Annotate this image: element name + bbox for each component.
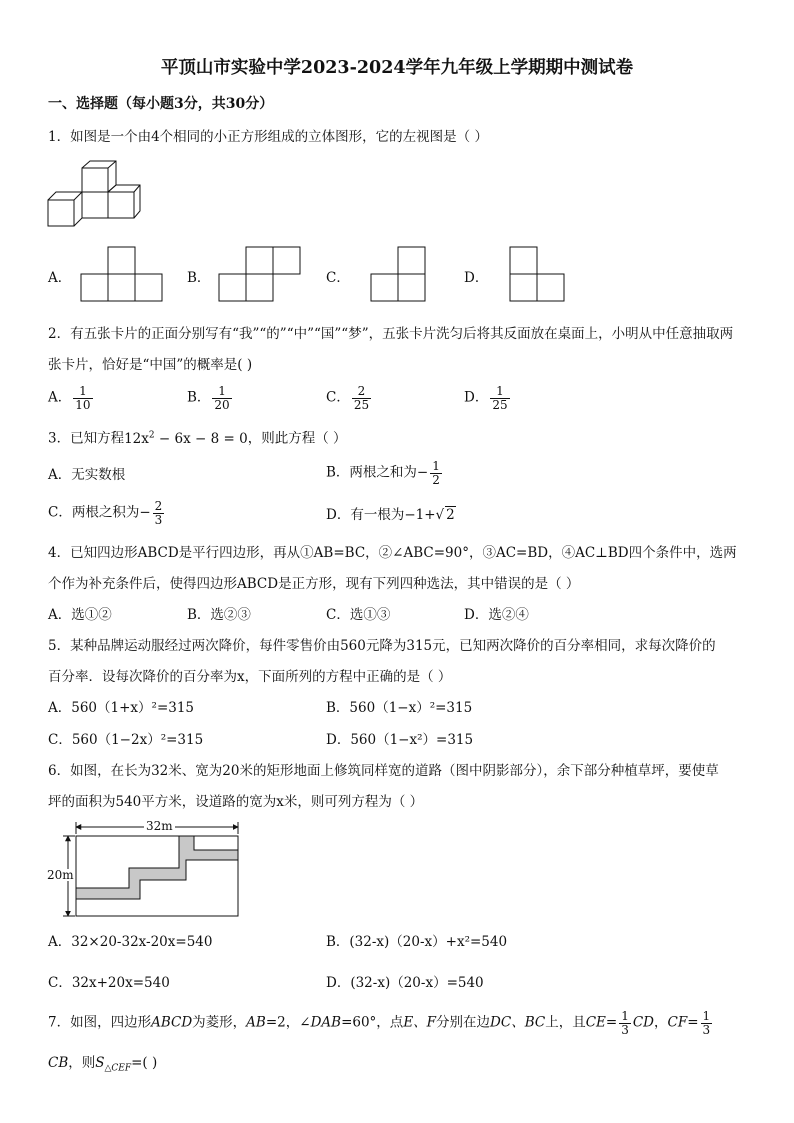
q2-stem-line1: 2．有五张卡片的正面分别写有“我”“的”“中”“国”“梦”，五张卡片洗匀后将其反面放在桌面上，小明从中任意抽取两 [48, 326, 734, 342]
q1-option-b-label: B． [187, 270, 211, 286]
q4-option-d: D．选②④ [464, 607, 529, 623]
q1-option-a-label: A． [48, 270, 72, 286]
page-title: 平顶山市实验中学2023-2024学年九年级上学期期中测试卷 [160, 58, 634, 78]
q2-stem-line2: 张卡片，恰好是“中国”的概率是( ) [48, 357, 253, 373]
q6-stem-line2: 坪的面积为540平方米，设道路的宽为x米，则可列方程为（ ） [48, 794, 424, 810]
q6-option-c: C．32x+20x=540 [48, 975, 170, 991]
q5-option-a: A．560（1+x）²=315 [48, 700, 195, 716]
q3-option-d: D．有一根为−1+√ 2 [326, 507, 455, 523]
q5-stem-line2: 百分率．设每次降价的百分率为x，下面所列的方程中正确的是（ ） [48, 669, 452, 685]
q2-option-d: D． $\frac{1}{25}$ [464, 384, 508, 412]
q2-option-a: A． $\frac{1}{10}$ [48, 384, 91, 412]
q5-option-b: B．560（1−x）²=315 [326, 700, 473, 716]
q3-equation: $12x^2 - 6x - 8 = 0$ [124, 430, 248, 447]
q1-option-c-figure [370, 246, 428, 302]
q4-option-c: C．选①③ [326, 607, 391, 623]
q5-option-c: C．560（1−2x）²=315 [48, 732, 204, 748]
q1-option-c-label: C． [326, 270, 350, 286]
q7-stem-line2: CB，则$S_{\triangle CEF}=$( ) [48, 1055, 158, 1074]
q1-option-b-figure [218, 246, 302, 302]
q3-option-b: B．两根之和为− $\frac{1}{2}$ [326, 459, 440, 487]
q1-option-d-figure [509, 246, 567, 302]
q6-option-d: D．(32-x)（20-x）=540 [326, 975, 484, 991]
q4-option-a: A．选①② [48, 607, 112, 623]
q1-option-d-label: D． [464, 270, 489, 286]
q6-road-diagram [46, 818, 246, 920]
q3-option-c: C．两根之积为− $\frac{2}{3}$ [48, 499, 163, 527]
q4-stem-line1: 4．已知四边形ABCD是平行四边形，再从①AB=BC，②∠ABC=90°，③AC=BD，④AC⊥BD四个条件中，选两 [48, 545, 737, 561]
q6-width-label: 20m [47, 868, 74, 882]
q1-solid-figure [47, 160, 139, 228]
q2-option-b: B． $\frac{1}{20}$ [187, 384, 230, 412]
q6-stem-line1: 6．如图，在长为32米、宽为20米的矩形地面上修筑同样宽的道路（图中阴影部分），余下部分种植草坪，要使草 [48, 763, 719, 779]
q1-option-a-figure [80, 246, 164, 302]
q6-length-label: 32m [146, 819, 173, 833]
q4-option-b: B．选②③ [187, 607, 251, 623]
q5-stem-line1: 5．某种品牌运动服经过两次降价，每件零售价由560元降为315元，已知两次降价的百分率相同，求每次降价的 [48, 638, 716, 654]
section-heading: 一、选择题（每小题3分，共30分） [48, 96, 274, 112]
q1-stem: 1．如图是一个由4个相同的小正方形组成的立体图形，它的左视图是（ ） [48, 129, 488, 145]
q2-option-c: C． $\frac{2}{25}$ [326, 384, 370, 412]
q5-option-d: D．560（1−x²）=315 [326, 732, 474, 748]
q6-option-b: B．(32-x)（20-x）+x²=540 [326, 934, 508, 950]
q6-option-a: A．32×20-32x-20x=540 [48, 934, 213, 950]
q3-option-a: A．无实数根 [48, 467, 126, 483]
q3-stem: 3．已知方程$12x^2 - 6x - 8 = 0$，则此方程（ ） [48, 430, 347, 447]
q7-stem-line1: 7．如图，四边形ABCD为菱形，AB=2，∠DAB=60°，点E、F分别在边DC、BC上，且CE= $\frac{1}{3}$ CD，CF= $\frac{1}{3}$ [48, 1009, 711, 1037]
q4-stem-line2: 个作为补充条件后，使得四边形ABCD是正方形，现有下列四种选法，其中错误的是（ ） [48, 576, 580, 592]
